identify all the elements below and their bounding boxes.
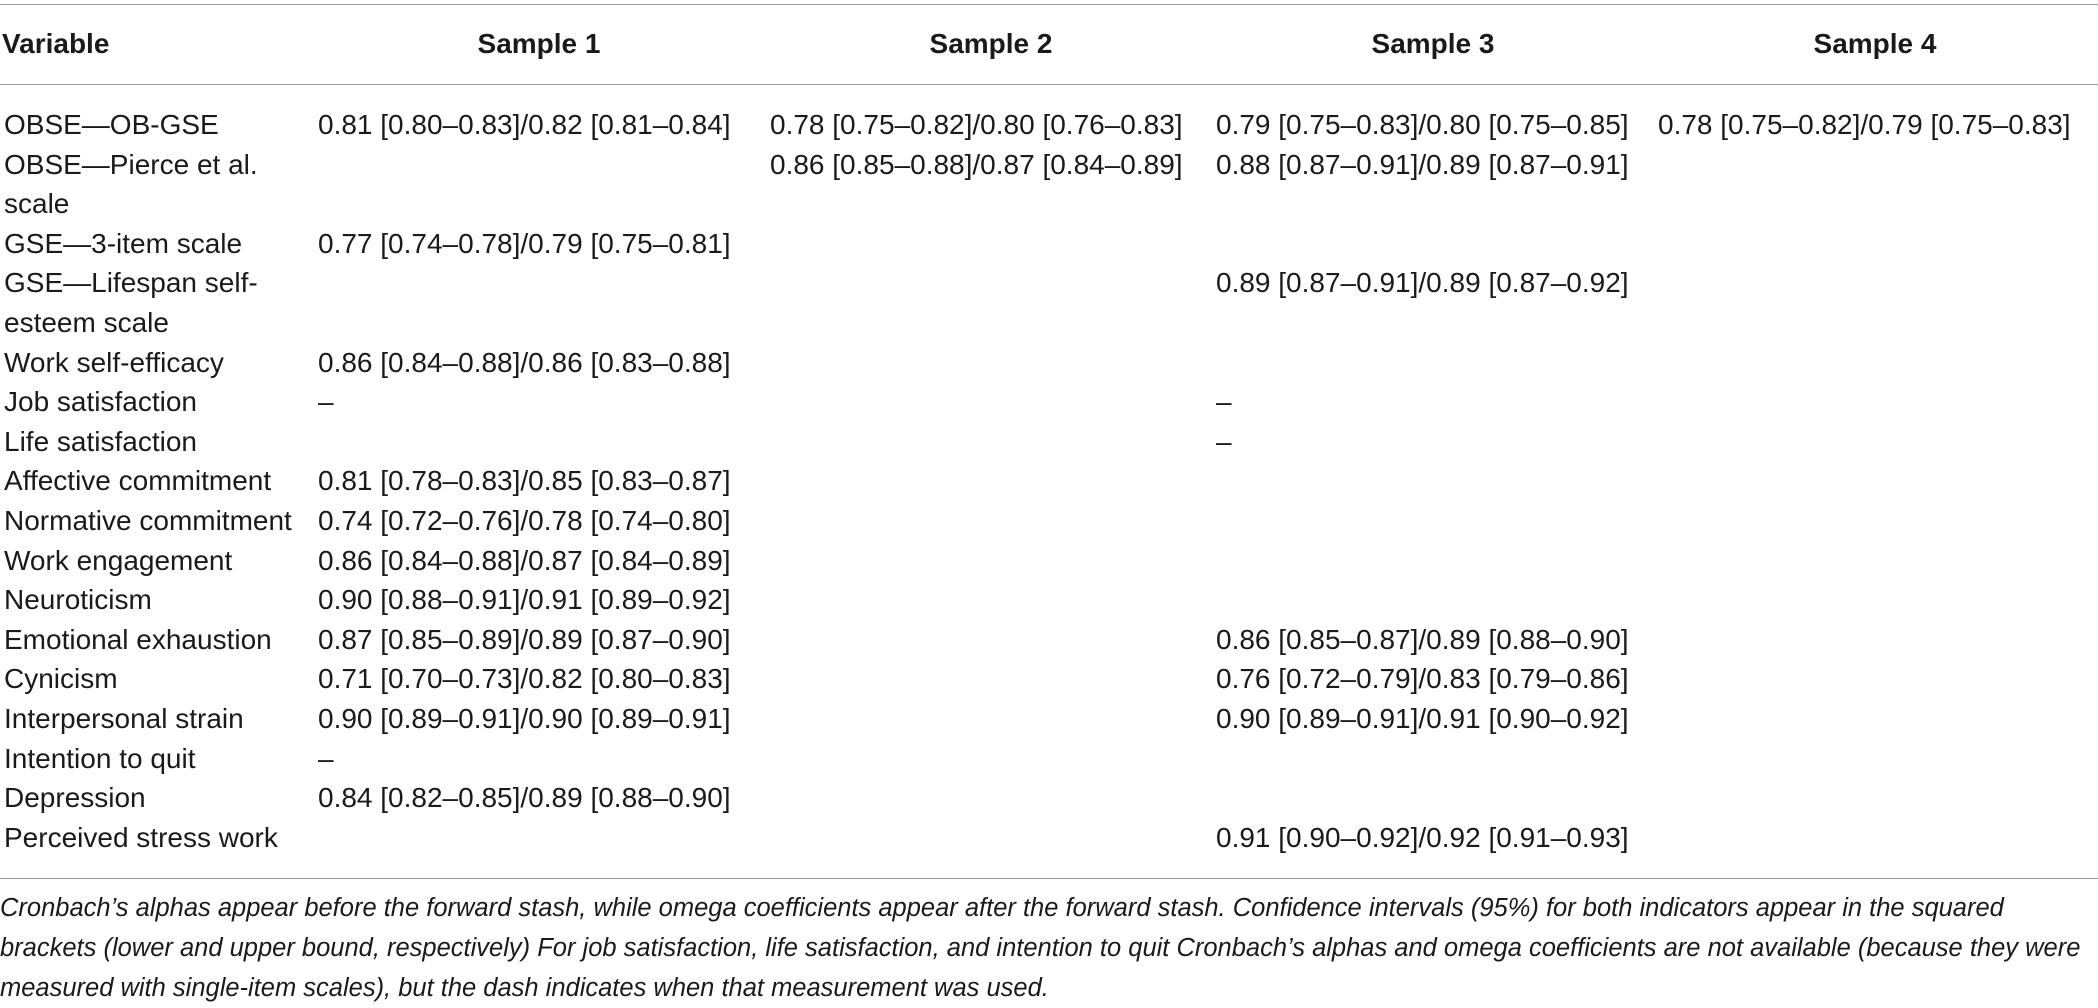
header-sample-1: Sample 1 (477, 28, 601, 59)
variable-cell: Neuroticism (4, 584, 152, 616)
sample-1-cell: 0.74 [0.72–0.76]/0.78 [0.74–0.80] (318, 504, 731, 536)
sample-1-cell: 0.81 [0.80–0.83]/0.82 [0.81–0.84] (318, 109, 731, 140)
variable-cell: Perceived stress work (4, 821, 278, 853)
table-row (0, 145, 2098, 224)
header-sample-4: Sample 4 (1813, 28, 1937, 59)
table-row (0, 343, 2098, 383)
table-row (0, 422, 2098, 462)
sample-1-cell: 0.81 [0.78–0.83]/0.85 [0.83–0.87] (318, 465, 731, 497)
variable-cell: GSE—3-item scale (4, 227, 243, 259)
variable-cell: OBSE—Pierce et al. scale (4, 148, 258, 220)
sample-3-cell: 0.91 [0.90–0.92]/0.92 [0.91–0.93] (1216, 821, 1629, 853)
table-row (0, 105, 2098, 145)
header-variable: Variable (2, 28, 110, 59)
sample-1-cell: – (318, 386, 334, 418)
sample-1-cell: 0.90 [0.88–0.91]/0.91 [0.89–0.92] (318, 584, 731, 616)
sample-3-cell: 0.79 [0.75–0.83]/0.80 [0.75–0.85] (1216, 109, 1629, 140)
sample-3-cell: 0.76 [0.72–0.79]/0.83 [0.79–0.86] (1216, 663, 1629, 695)
sample-4-cell: 0.78 [0.75–0.82]/0.79 [0.75–0.83] (1658, 109, 2071, 140)
table-row (0, 263, 2098, 342)
sample-3-cell: 0.86 [0.85–0.87]/0.89 [0.88–0.90] (1216, 623, 1629, 655)
table-header-row (0, 24, 2098, 64)
table-body (0, 105, 2098, 857)
sample-1-cell: 0.71 [0.70–0.73]/0.82 [0.80–0.83] (318, 663, 731, 695)
header-sample-3: Sample 3 (1371, 28, 1495, 59)
table-row (0, 580, 2098, 620)
header-sample-2: Sample 2 (929, 28, 1053, 59)
table-row (0, 818, 2098, 858)
variable-cell: Normative commitment (4, 504, 292, 536)
variable-cell: Work self-efficacy (4, 346, 224, 378)
sample-3-cell: 0.88 [0.87–0.91]/0.89 [0.87–0.91] (1216, 148, 1629, 180)
sample-1-cell: 0.86 [0.84–0.88]/0.86 [0.83–0.88] (318, 346, 731, 378)
variable-cell: Depression (4, 782, 146, 814)
variable-cell: OBSE—OB-GSE (4, 109, 219, 140)
sample-2-cell: 0.78 [0.75–0.82]/0.80 [0.76–0.83] (770, 109, 1183, 140)
variable-cell: Intention to quit (4, 742, 196, 774)
sample-3-cell: 0.90 [0.89–0.91]/0.91 [0.90–0.92] (1216, 702, 1629, 734)
table-footnote: Cronbach’s alphas appear before the forward stash, while omega coefficients appear after the forward stash. Confidence intervals (95%) for both indicators appear in the squared brackets (lower and upper bound, respectively) For job satisfaction, life satisfaction, and intention to quit Cronbach’s alphas and omega coefficients are not available (because they were measured with single-item scales), but the dash indicates when that measurement was used. (0, 894, 2081, 1002)
sample-1-cell: 0.90 [0.89–0.91]/0.90 [0.89–0.91] (318, 702, 731, 734)
table-row (0, 382, 2098, 422)
sample-1-cell: – (318, 742, 334, 774)
variable-cell: Affective commitment (4, 465, 272, 497)
variable-cell: Emotional exhaustion (4, 623, 272, 655)
sample-1-cell: 0.87 [0.85–0.89]/0.89 [0.87–0.90] (318, 623, 731, 655)
sample-3-cell: – (1216, 425, 1232, 457)
variable-cell: Interpersonal strain (4, 702, 244, 734)
table-row (0, 699, 2098, 739)
table-row (0, 541, 2098, 581)
variable-cell: Cynicism (4, 663, 118, 695)
table-top-rule (0, 4, 2098, 5)
sample-2-cell: 0.86 [0.85–0.88]/0.87 [0.84–0.89] (770, 148, 1183, 180)
table-header-rule (0, 84, 2098, 85)
variable-cell: GSE—Lifespan self-esteem scale (4, 267, 258, 338)
sample-3-cell: 0.89 [0.87–0.91]/0.89 [0.87–0.92] (1216, 267, 1629, 299)
variable-cell: Work engagement (4, 544, 233, 576)
table-row (0, 739, 2098, 779)
sample-1-cell: 0.84 [0.82–0.85]/0.89 [0.88–0.90] (318, 782, 731, 814)
table-row (0, 620, 2098, 660)
table-row (0, 659, 2098, 699)
variable-cell: Job satisfaction (4, 386, 197, 418)
sample-1-cell: 0.86 [0.84–0.88]/0.87 [0.84–0.89] (318, 544, 731, 576)
sample-3-cell: – (1216, 386, 1232, 418)
table-row (0, 224, 2098, 264)
variable-cell: Life satisfaction (4, 425, 197, 457)
table-row (0, 461, 2098, 501)
table-row (0, 778, 2098, 818)
sample-1-cell: 0.77 [0.74–0.78]/0.79 [0.75–0.81] (318, 227, 731, 259)
table-bottom-rule (0, 878, 2098, 879)
table-row (0, 501, 2098, 541)
